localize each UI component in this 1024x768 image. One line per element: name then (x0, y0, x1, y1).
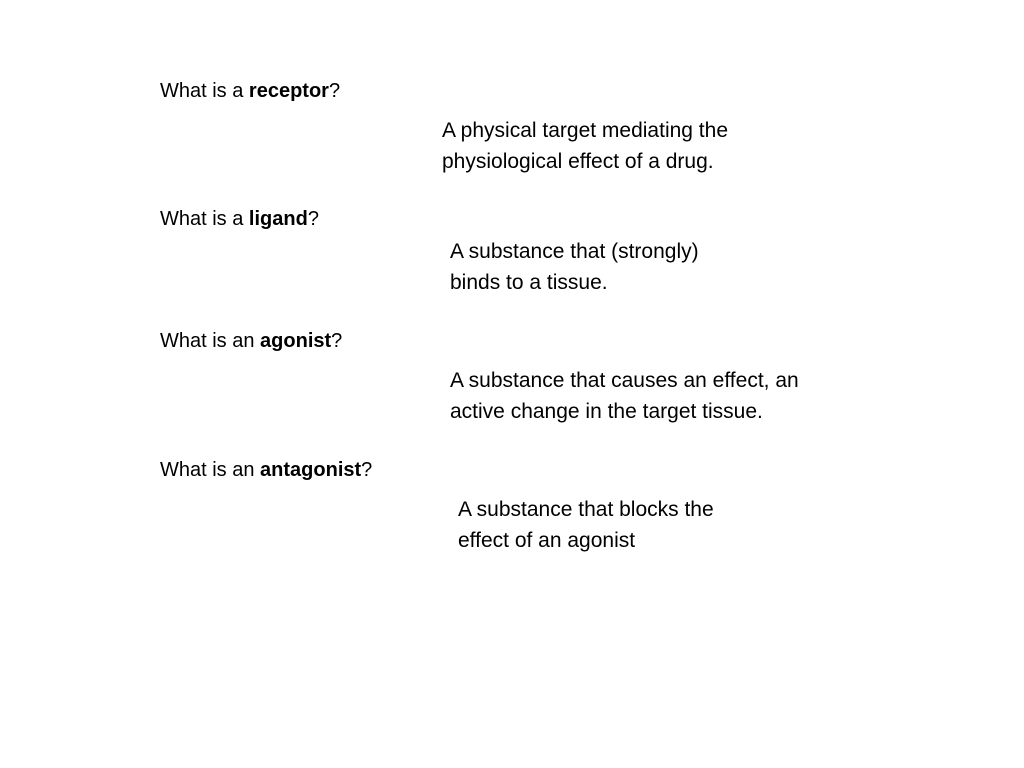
answer-line: A substance that blocks the (458, 498, 714, 521)
term-ligand: ligand (248, 208, 308, 230)
answer-line: effect of an agonist (458, 529, 636, 552)
question-agonist (160, 329, 342, 353)
question-prefix: What is an (160, 330, 261, 352)
question-suffix: ? (331, 330, 343, 352)
answer-line: A substance that causes an effect, an (450, 369, 799, 392)
question-suffix: ? (307, 208, 319, 230)
question-suffix: ? (328, 80, 341, 102)
answer-ligand (450, 236, 699, 298)
term-receptor: receptor (248, 80, 329, 102)
answer-receptor (442, 115, 728, 177)
question-prefix: What is a (160, 208, 249, 230)
question-antagonist (160, 458, 372, 482)
answer-antagonist (458, 494, 714, 556)
answer-line: physiological effect of a drug. (442, 150, 714, 173)
question-prefix: What is a (160, 80, 249, 102)
term-agonist: agonist (260, 330, 332, 352)
question-suffix: ? (361, 459, 373, 481)
term-antagonist: antagonist (260, 459, 362, 481)
answer-line: A substance that (strongly) (450, 240, 699, 263)
question-ligand (160, 207, 319, 231)
question-prefix: What is an (160, 459, 261, 481)
question-receptor (160, 79, 340, 103)
answer-agonist (450, 365, 799, 427)
answer-line: binds to a tissue. (450, 271, 608, 294)
answer-line: active change in the target tissue. (450, 400, 763, 423)
answer-line: A physical target mediating the (442, 119, 729, 142)
